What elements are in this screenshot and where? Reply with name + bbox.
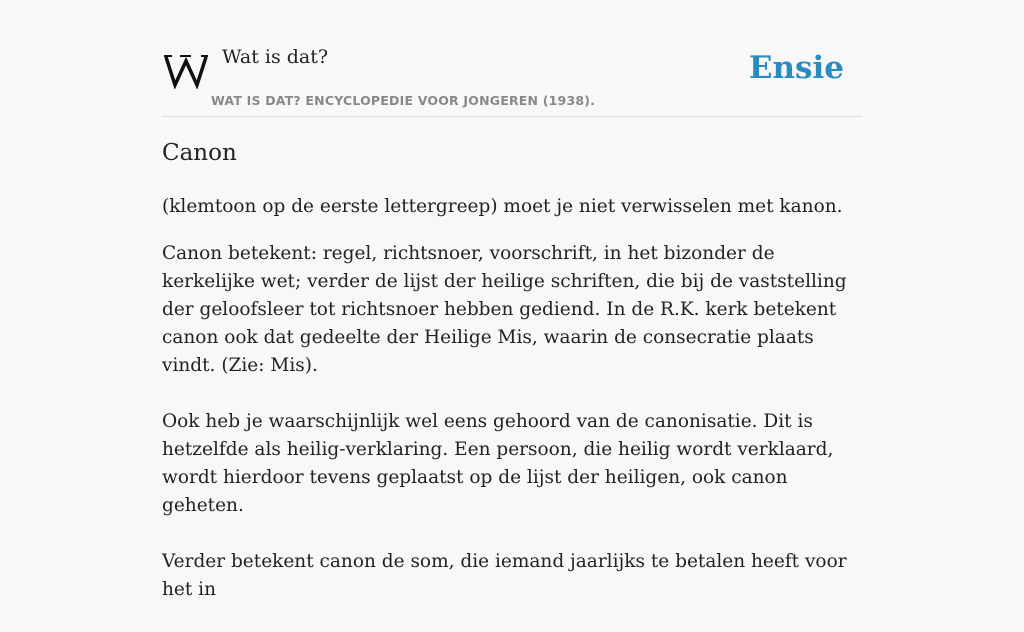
site-title[interactable]: Wat is dat? bbox=[222, 46, 329, 68]
page bbox=[162, 0, 862, 600]
article-paragraph: Canon betekent: regel, richtsnoer, voorschrift, in het bizonder de kerkelijke wet; verder de lijst der heilige schriften, die bij de vaststelling der geloofsleer tot richtsnoer hebben gediend. In de R.K. kerk betekent canon ook dat gedeelte der Heilige Mis, waarin de consecratie plaats vindt. (Zie: Mis). bbox=[162, 243, 847, 376]
wikipedia-w-icon[interactable] bbox=[164, 51, 208, 89]
article-intro: (klemtoon op de eerste lettergreep) moet je niet verwisselen met kanon. bbox=[162, 196, 843, 217]
article-body bbox=[162, 240, 862, 632]
article-title: Canon bbox=[162, 140, 237, 166]
header bbox=[162, 0, 862, 117]
article-paragraph: Ook heb je waarschijnlijk wel eens gehoord van de canonisatie. Dit is hetzelfde als heilig-verklaring. Een persoon, die heilig wordt verklaard, wordt hierdoor tevens geplaatst op de lijst der heiligen, ook canon geheten. bbox=[162, 411, 834, 516]
article-paragraph: Verder betekent canon de som, die iemand jaarlijks te betalen heeft voor het in bbox=[162, 551, 847, 600]
encyclopedia-subtitle: WAT IS DAT? ENCYCLOPEDIE VOOR JONGEREN (1938). bbox=[211, 93, 596, 108]
ensie-brand-link[interactable]: Ensie bbox=[748, 50, 844, 86]
